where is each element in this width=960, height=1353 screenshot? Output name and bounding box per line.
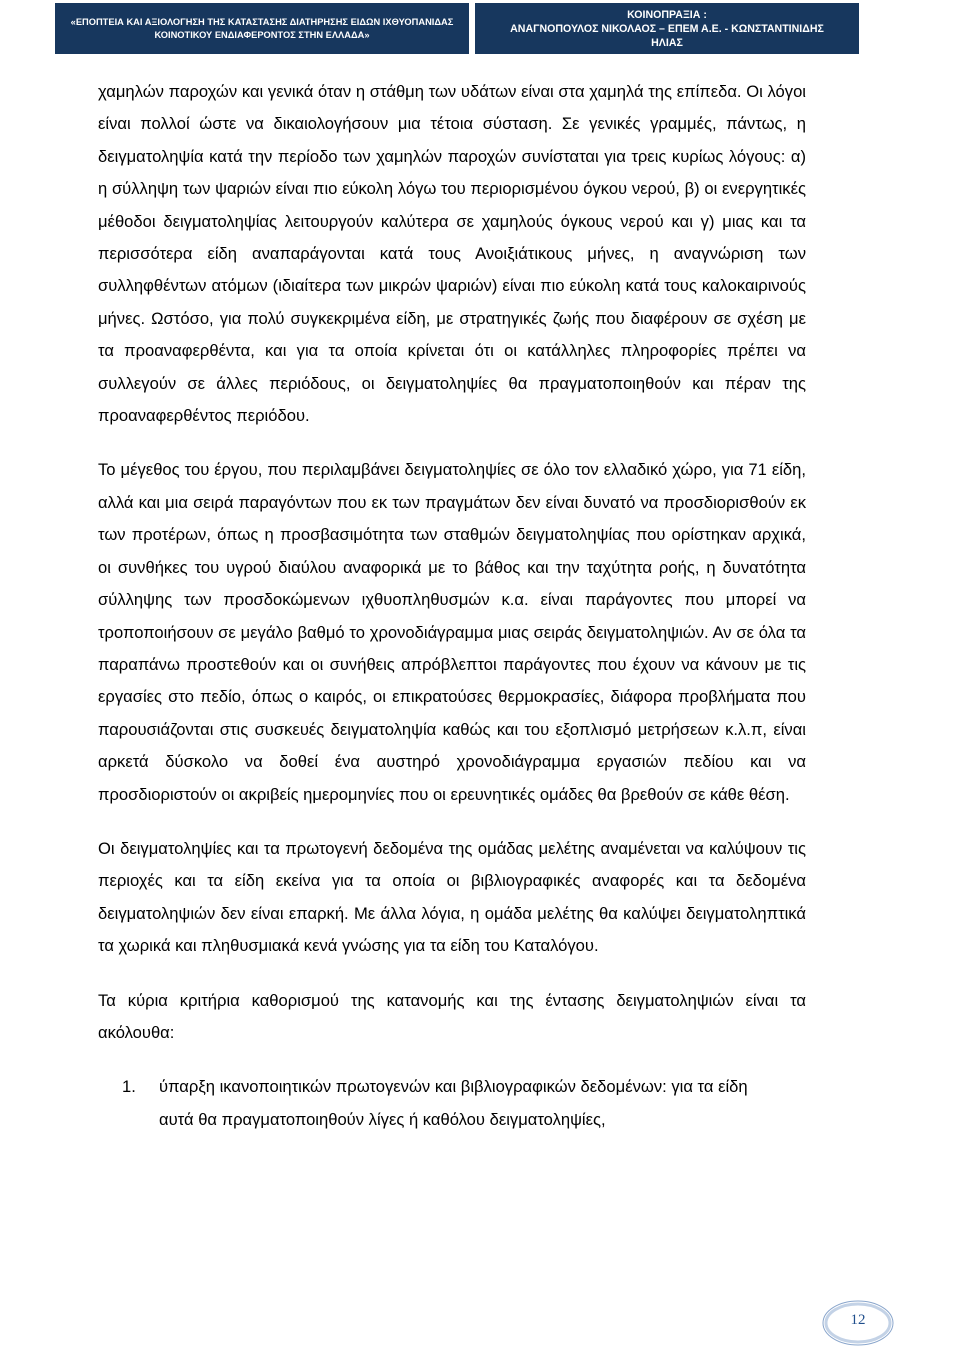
header-consortium bbox=[475, 3, 859, 54]
paragraph-project-scale: Το μέγεθος του έργου, που περιλαμβάνει δειγματοληψίες σε όλο τον ελλαδικό χώρο, για 71 είδη, αλλά και μια σειρά παραγόντων που εκ των πραγμάτων δεν είναι δυνατό να προσδιορισθούν εκ των προτέρων, όπως η προσβασιμότητα των σταθμών δειγματοληψίας που ορίστηκαν αρχικά, οι συνθήκες του υγρού διαύλου αναφορικά με το βάθος και την ταχύτητα ροής, η δυνατότητα σύλληψης των προσδοκώμενων ιχθυοπληθυσμών κ.α. είναι παράγοντες που μπορεί να τροποποιήσουν σε μεγάλο βαθμό το χρονοδιάγραμμα μιας σειράς δειγματοληψιών. Αν σε όλα τα παραπάνω προστεθούν και οι συνήθεις απρόβλεπτοι παράγοντες που έχουν να κάνουν με τις εργασίες στο πεδίο, όπως ο καιρός, οι επικρατούσες θερμοκρασίες, διάφορα προβλήματα που παρουσιάζονται στις συσκευές δειγματοληψία καθώς και του εξοπλισμό μετρήσεων κ.λ.π, είναι αρκετά δύσκολο να δοθεί ένα αυστηρό χρονοδιάγραμμα εργασιών πεδίου και να προσδιοριστούν οι ακριβείς ημερομηνίες που οι ερευνητικές ομάδες θα βρεθούν σε κάθε θέση. bbox=[98, 460, 806, 804]
list-item bbox=[98, 1071, 776, 1136]
page-number-badge bbox=[820, 1297, 896, 1349]
header-consortium-line3: ΗΛΙΑΣ bbox=[651, 36, 683, 49]
list-item-text: ύπαρξη ικανοποιητικών πρωτογενών και βιβλιογραφικών δεδομένων: για τα είδη αυτά θα πραγματοποιηθούν λίγες ή καθόλου δειγματοληψίες, bbox=[159, 1077, 748, 1129]
header-consortium-line1: ΚΟΙΝΟΠΡΑΞΙΑ : bbox=[627, 8, 707, 21]
header-project-title bbox=[55, 3, 469, 54]
paragraph-sampling-period: χαμηλών παροχών και γενικά όταν η στάθμη των υδάτων είναι στα χαμηλά της επίπεδα. Οι λόγοι είναι πολλοί ώστε να δικαιολογήσουν μια τέτοια σύσταση. Σε γενικές γραμμές, πάντως, η δειγματοληψία κατά την περίοδο των χαμηλών παροχών συνίσταται για τρεις κυρίως λόγους: α) η σύλληψη των ψαριών είναι πιο εύκολη λόγω του περιορισμένου όγκου νερού, β) οι ενεργητικές μέθοδοι δειγματοληψίας λειτουργούν καλύτερα σε χαμηλούς όγκους νερού και γ) μιας και τα περισσότερα είδη αναπαράγονται κατά τους Ανοιξιάτικους μήνες, η αναγνώριση των συλληφθέντων ατόμων (ιδιαίτερα των μικρών ψαριών) είναι πιο εύκολη κατά τους καλοκαιρινούς μήνες. Ωστόσο, για πολύ συγκεκριμένα είδη, με στρατηγικές ζωής που διαφέρουν σε σχέση με τα προαναφερθέντα, και για τα οποία κρίνεται ότι οι κατάλληλες πληροφορίες πρέπει να συλλεγούν σε άλλες περιόδους, οι δειγματοληψίες θα πραγματοποιηθούν και πέραν της προαναφερθέντος περιόδου. bbox=[98, 82, 806, 426]
paragraph-criteria-intro: Τα κύρια κριτήρια καθορισμού της κατανομής και της έντασης δειγματοληψιών είναι τα ακόλουθα: bbox=[98, 990, 806, 1042]
list-item-number: 1. bbox=[122, 1077, 136, 1097]
document-body bbox=[98, 76, 806, 1136]
header-project-title-line2: ΚΟΙΝΟΤΙΚΟΥ ΕΝΔΙΑΦΕΡΟΝΤΟΣ ΣΤΗΝ ΕΛΛΑΔΑ» bbox=[154, 29, 370, 40]
header-consortium-line2: ΑΝΑΓΝΟΠΟΥΛΟΣ ΝΙΚΟΛΑΟΣ – ΕΠΕΜ Α.Ε. - ΚΩΝΣΤΑΝΤΙΝΙΔΗΣ bbox=[510, 22, 824, 35]
paragraph-primary-data: Οι δειγματοληψίες και τα πρωτογενή δεδομένα της ομάδας μελέτης αναμένεται να καλύψουν τις περιοχές και τα είδη εκείνα για τα οποία οι βιβλιογραφικές αναφορές και τα δεδομένα δειγματοληψιών δεν είναι επαρκή. Με άλλα λόγια, η ομάδα μελέτης θα καλύψει δειγματοληπτικά τα χωρικά και πληθυσμιακά κενά γνώσης για τα είδη του Καταλόγου. bbox=[98, 838, 806, 956]
header-project-title-line1: «ΕΠΟΠΤΕΙΑ ΚΑΙ ΑΞΙΟΛΟΓΗΣΗ ΤΗΣ ΚΑΤΑΣΤΑΣΗΣ ΔΙΑΤΗΡΗΣΗΣ ΕΙΔΩΝ ΙΧΘΥΟΠΑΝΙΔΑΣ bbox=[70, 16, 454, 27]
page-number: 12 bbox=[850, 1312, 866, 1328]
